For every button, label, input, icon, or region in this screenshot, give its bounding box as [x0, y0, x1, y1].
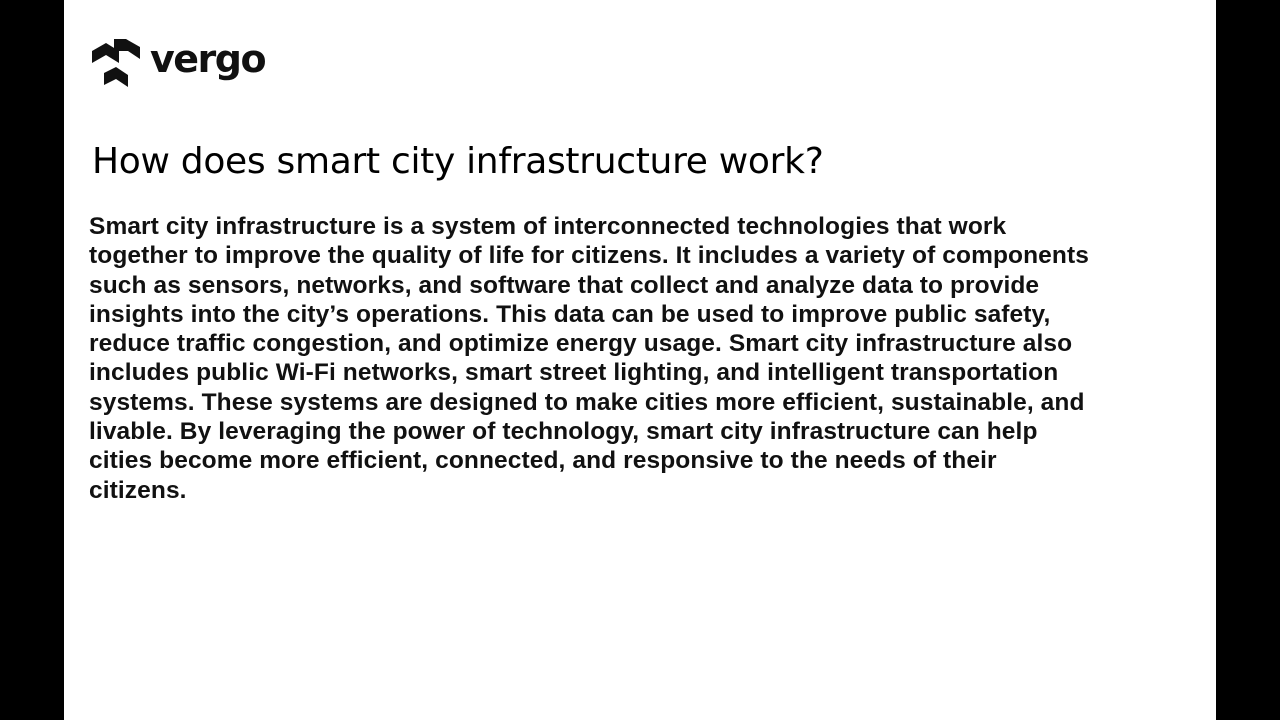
body-paragraph: Smart city infrastructure is a system of interconnected technologies that work together to improve the quality of life for citizens. It includes a variety of components such as sensors, networks, and software that collect and analyze data to provide insights into the city’s operations. This data can be used to improve public safety, reduce traffic congestion, and optimize energy usage. Smart city infrastructure also includes public Wi-Fi networks, smart street lighting, and intelligent transportation systems. These systems are designed to make cities more efficient, sustainable, and livable. By leveraging the power of technology, smart city infrastructure can help cities become more efficient, connected, and responsive to the needs of their citizens. [89, 213, 1089, 504]
vergo-logo-mark-icon [92, 37, 142, 89]
brand-logo [92, 36, 265, 90]
slide-page [64, 0, 1216, 720]
brand-name: vergo [150, 37, 266, 81]
page-title: How does smart city infrastructure work? [92, 141, 824, 182]
